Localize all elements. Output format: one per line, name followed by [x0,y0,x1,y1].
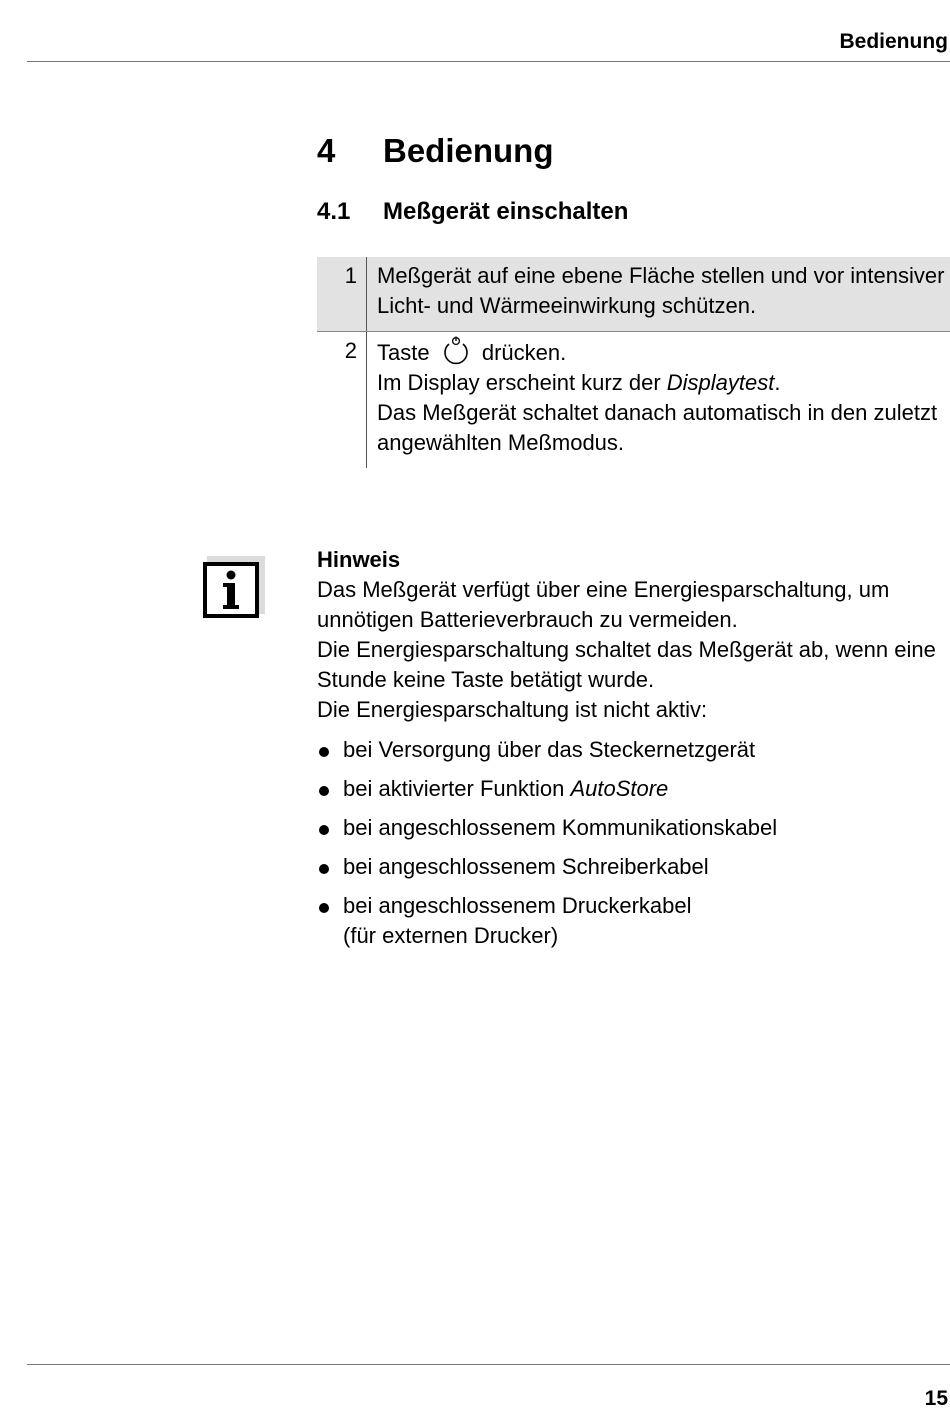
info-icon [203,556,265,618]
section-heading [317,197,628,227]
chapter-heading [317,130,554,172]
header-rule [27,61,950,62]
list-item: bei Versorgung über das Steckernetzgerät [317,735,950,765]
running-header: Bedienung [839,30,948,53]
chapter-title: Bedienung [383,132,554,169]
steps-table [317,257,950,468]
step-number: 1 [317,257,367,331]
footer-rule [27,1364,950,1365]
step-line3: Das Meßgerät schaltet danach automatisch in den zuletzt angewählten Meßmodus. [377,400,938,455]
list-item: bei angeschlossenem Schreiberkabel [317,852,950,882]
chapter-number: 4 [317,132,336,169]
note-title: Hinweis [317,547,401,572]
step-text-before-icon: Taste [377,340,430,365]
note-paragraph: Das Meßgerät verfügt über eine Energiesparschaltung, um unnötigen Batterieverbrauch zu vermeiden. [317,577,890,632]
list-item-prefix: bei aktivierter Funktion [343,776,571,801]
section-title: Meßgerät einschalten [383,198,629,225]
step-text [367,332,950,468]
power-icon [440,336,472,366]
step-text: Meßgerät auf eine ebene Fläche stellen und vor intensiver Licht- und Wärmeeinwirkung schützen. [377,263,945,318]
note-block [317,545,950,960]
step-line2-emphasis: Displaytest [666,370,775,395]
list-item [317,891,950,951]
list-item: bei angeschlossenem Kommunikationskabel [317,813,950,843]
page-number: 15 [924,1387,948,1410]
step-line2-suffix: . [774,370,781,395]
step-line2-prefix: Im Display erscheint kurz der [377,370,667,395]
list-item [317,774,950,804]
bullet-list [317,735,950,951]
list-item-line1: bei angeschlossenem Druckerkabel [343,893,692,918]
step-text-after-icon: drücken. [481,340,567,365]
step-row [317,332,950,468]
note-paragraph: Die Energiesparschaltung schaltet das Meßgerät ab, wenn eine Stunde keine Taste betätigt wurde. [317,637,936,692]
note-paragraph: Die Energiesparschaltung ist nicht aktiv: [317,697,708,722]
section-number: 4.1 [317,198,351,225]
step-row [317,257,950,332]
step-number: 2 [317,332,367,468]
list-item-emphasis: AutoStore [570,776,669,801]
list-item-line2: (für externen Drucker) [343,923,559,948]
